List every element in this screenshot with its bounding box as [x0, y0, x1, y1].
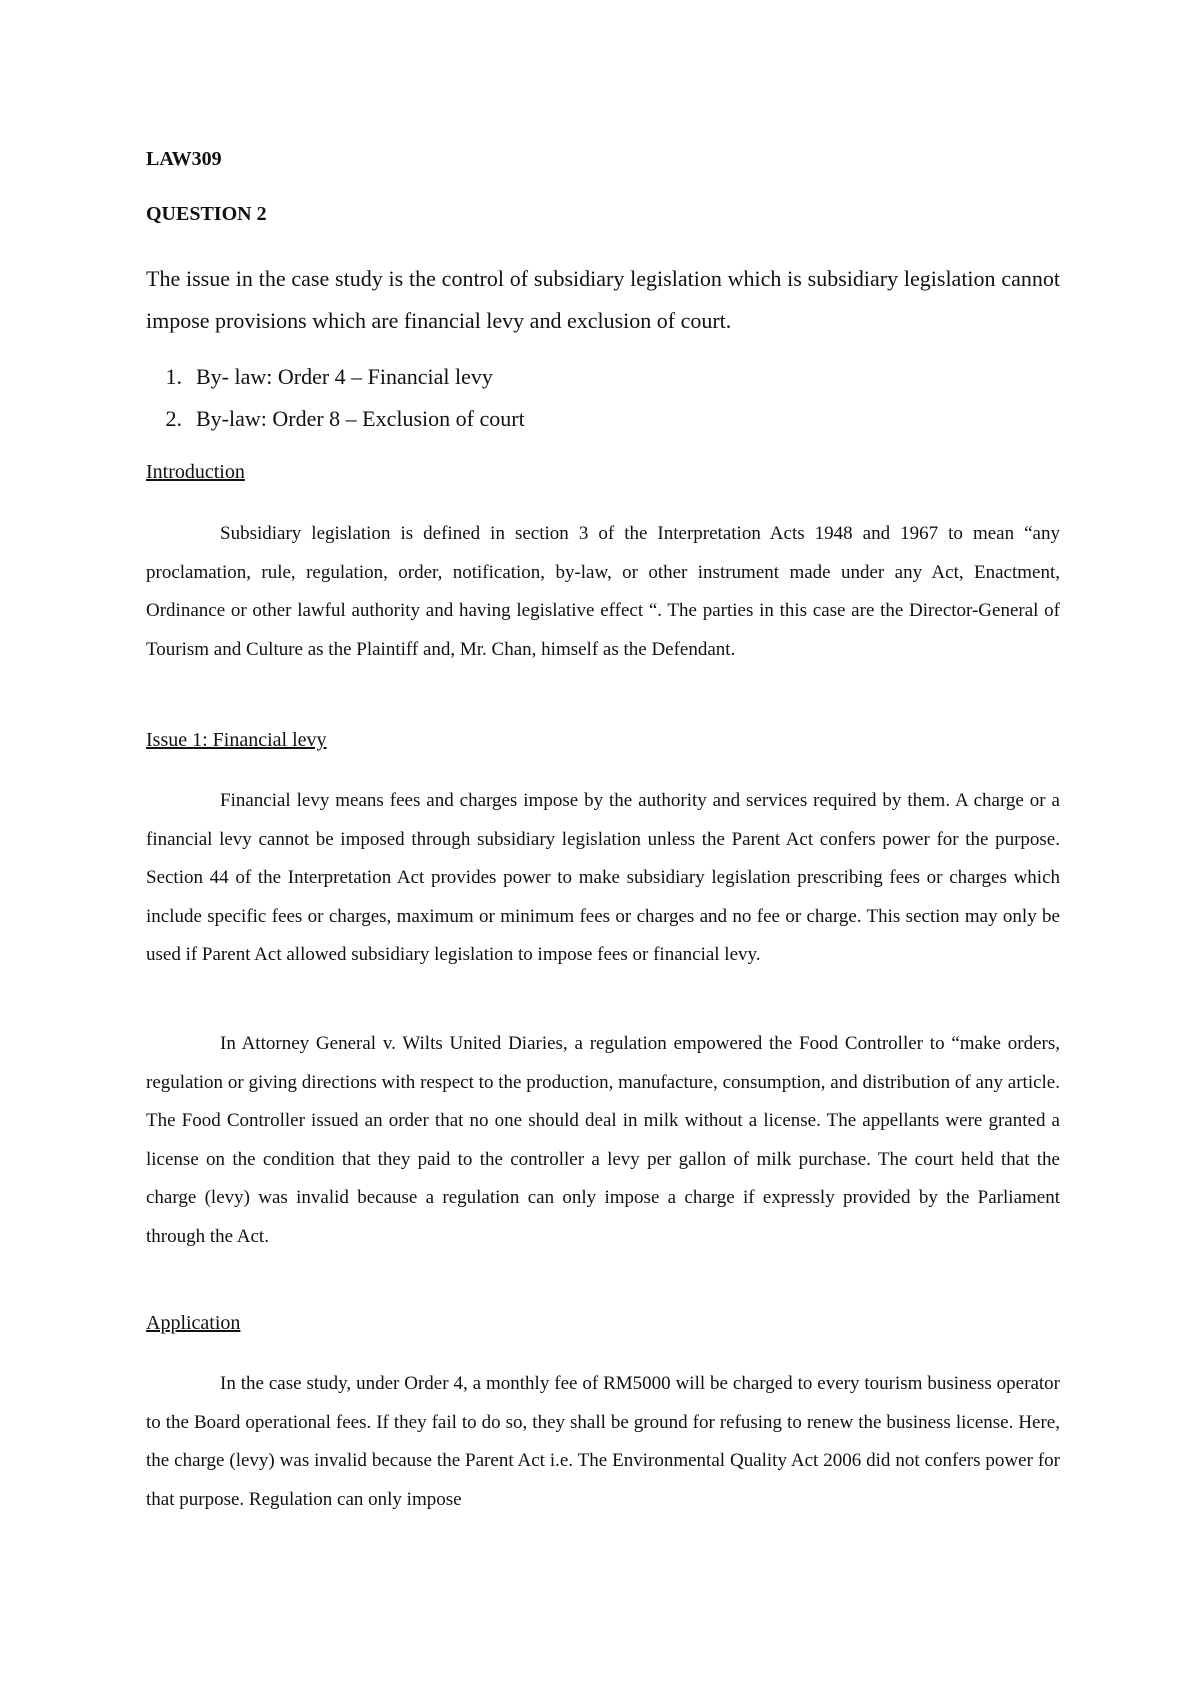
- section-heading-issue-1: Issue 1: Financial levy: [146, 729, 327, 751]
- section-heading-application: Application: [146, 1312, 241, 1334]
- introduction-paragraph: Subsidiary legislation is defined in section 3 of the Interpretation Acts 1948 and 1967 to mean “any proclamation, rule, regulation, order, notification, by-law, or other instrument made under any Act, Enactment, Ordinance or other lawful authority and having legislative effect “. The parties in this case are the Director-General of Tourism and Culture as the Plaintiff and, Mr. Chan, himself as the Defendant.: [146, 523, 1060, 660]
- list-item-number: 2.: [165, 406, 182, 431]
- application-paragraph: In the case study, under Order 4, a monthly fee of RM5000 will be charged to every tourism business operator to the Board operational fees. If they fail to do so, they shall be ground for refusing to renew the business license. Here, the charge (levy) was invalid because the Parent Act i.e. The Environmental Quality Act 2006 did not confers power for that purpose. Regulation can only impose: [146, 1373, 1060, 1510]
- course-code: LAW309: [146, 148, 222, 170]
- list-item-number: 1.: [165, 364, 182, 389]
- list-item-text: By-law: Order 8 – Exclusion of court: [196, 406, 525, 431]
- bylaw-list: [146, 356, 525, 440]
- section-heading-introduction: Introduction: [146, 461, 245, 483]
- case-law-paragraph: In Attorney General v. Wilts United Diaries, a regulation empowered the Food Controller to “make orders, regulation or giving directions with respect to the production, manufacture, consumption, and distribution of any article. The Food Controller issued an order that no one should deal in milk without a license. The appellants were granted a license on the condition that they paid to the controller a levy per gallon of milk purchase. The court held that the charge (levy) was invalid because a regulation can only impose a charge if expressly provided by the Parliament through the Act.: [146, 1033, 1060, 1247]
- issue-statement: The issue in the case study is the control of subsidiary legislation which is subsidiary legislation cannot impose provisions which are financial levy and exclusion of court.: [146, 266, 1060, 333]
- question-title: QUESTION 2: [146, 203, 267, 225]
- list-item: [146, 398, 525, 440]
- list-item-text: By- law: Order 4 – Financial levy: [196, 364, 493, 389]
- financial-levy-paragraph: Financial levy means fees and charges impose by the authority and services required by them. A charge or a financial levy cannot be imposed through subsidiary legislation unless the Parent Act confers power for the purpose. Section 44 of the Interpretation Act provides power to make subsidiary legislation prescribing fees or charges which include specific fees or charges, maximum or minimum fees or charges and no fee or charge. This section may only be used if Parent Act allowed subsidiary legislation to impose fees or financial levy.: [146, 790, 1060, 965]
- list-item: [146, 356, 525, 398]
